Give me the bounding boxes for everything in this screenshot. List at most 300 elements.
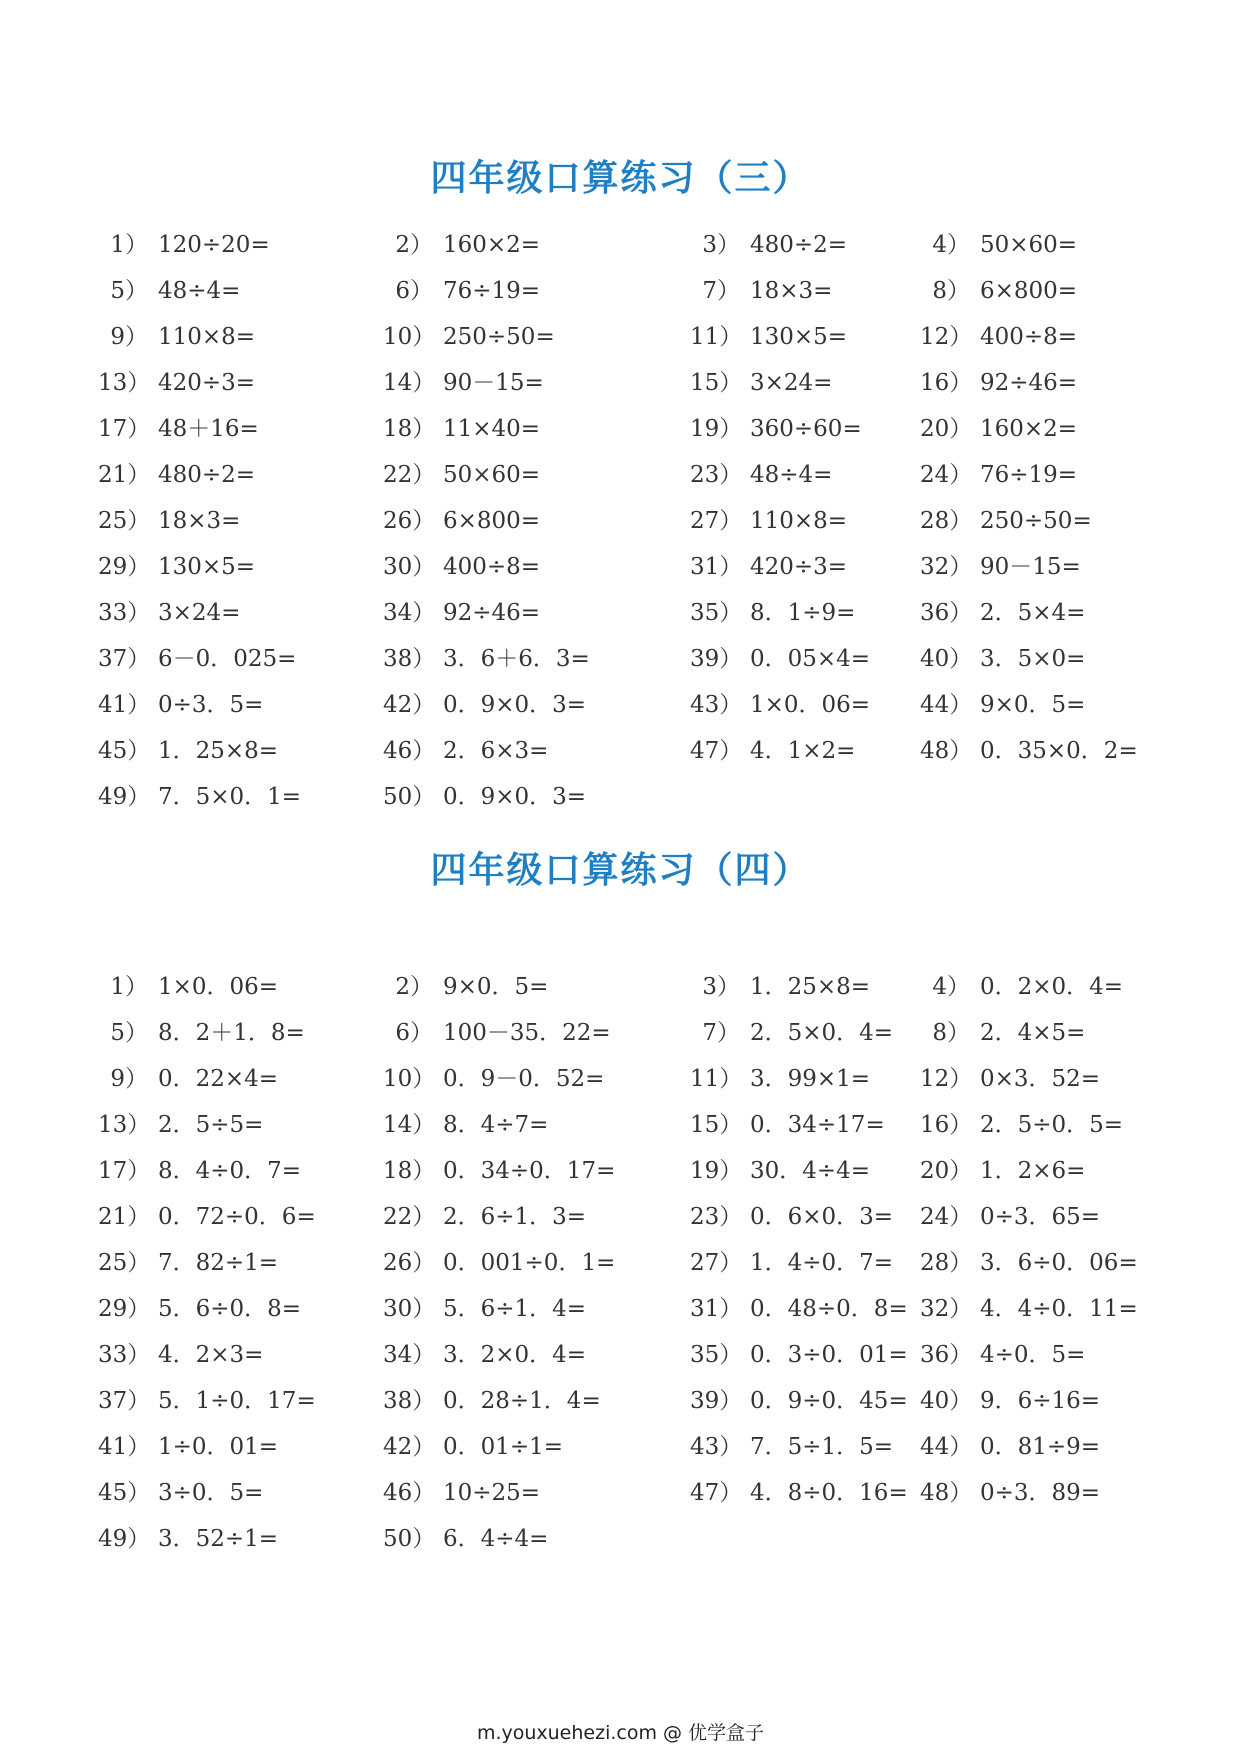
problem-item [920,972,1123,1002]
problem-expression: 7．82÷1= [158,1250,279,1276]
problem-row [0,1156,1241,1202]
problem-number: 44） [920,692,973,718]
problem-item [98,414,259,444]
problem-number: 35） [690,600,743,626]
problem-item [383,322,555,352]
problem-item [690,690,870,720]
problem-item [690,1386,908,1416]
problem-item [98,736,278,766]
problem-expression: 120÷20= [158,232,270,258]
problem-row [0,644,1241,690]
problem-row [0,1478,1241,1524]
problem-number: 46） [383,1480,436,1506]
problem-item [690,1202,893,1232]
problem-expression: 1．4÷0．7= [750,1250,894,1276]
problem-number: 9） [110,1066,148,1092]
problem-expression: 1×0．06= [750,692,871,718]
problem-item [98,1386,316,1416]
problem-number: 13） [98,370,151,396]
problem-item [98,322,255,352]
problem-item [98,1156,301,1186]
problem-item [98,506,240,536]
problem-expression: 0．6×0．3= [750,1204,894,1230]
problem-expression: 6×800= [443,508,541,534]
problem-number: 30） [383,1296,436,1322]
problem-expression: 76÷19= [443,278,541,304]
problem-expression: 50×60= [443,462,541,488]
problem-expression: 5．1÷0．17= [158,1388,316,1414]
problem-number: 45） [98,738,151,764]
problem-row [0,1110,1241,1156]
problem-item [383,736,548,766]
problem-number: 38） [383,646,436,672]
problem-number: 44） [920,1434,973,1460]
problem-expression: 0．34÷0．17= [443,1158,616,1184]
problem-expression: 9×0．5= [980,692,1086,718]
problem-item [383,1064,604,1094]
problem-expression: 0．9÷0．45= [750,1388,908,1414]
problem-item [920,368,1077,398]
problem-expression: 1．25×8= [158,738,279,764]
problem-expression: 420÷3= [158,370,256,396]
problem-number: 18） [383,416,436,442]
problem-number: 19） [690,416,743,442]
problem-row [0,230,1241,276]
problem-number: 32） [920,554,973,580]
problem-item [98,1202,316,1232]
problem-item [383,972,548,1002]
problem-item [98,1294,301,1324]
problem-item [920,1248,1138,1278]
problem-number: 46） [383,738,436,764]
problem-row [0,972,1241,1018]
problem-item [690,506,847,536]
problem-item [98,276,240,306]
problem-grid [0,230,1241,828]
problem-item [98,644,296,674]
problem-expression: 110×8= [750,508,848,534]
problem-number: 42） [383,1434,436,1460]
problem-expression: 11×40= [443,416,541,442]
problem-row [0,1386,1241,1432]
problem-item [383,1248,615,1278]
problem-expression: 130×5= [158,554,256,580]
problem-number: 20） [920,416,973,442]
problem-expression: 5．6÷1．4= [443,1296,587,1322]
problem-number: 38） [383,1388,436,1414]
problem-expression: 360÷60= [750,416,862,442]
problem-number: 15） [690,370,743,396]
problem-expression: 3．5×0= [980,646,1086,672]
problem-expression: 3．2×0．4= [443,1342,587,1368]
problem-item [690,1110,885,1140]
problem-number: 11） [690,1066,743,1092]
problem-number: 34） [383,600,436,626]
problem-number: 2） [395,974,433,1000]
problem-row [0,1018,1241,1064]
problem-expression: 1．2×6= [980,1158,1086,1184]
problem-item [98,598,240,628]
problem-number: 8） [932,278,970,304]
problem-item [690,1478,908,1508]
problem-number: 50） [383,1526,436,1552]
problem-item [98,1248,278,1278]
problem-expression: 0．72÷0．6= [158,1204,316,1230]
problem-number: 29） [98,1296,151,1322]
problem-item [98,460,255,490]
problem-expression: 110×8= [158,324,256,350]
problem-item [383,690,586,720]
problem-number: 24） [920,462,973,488]
problem-expression: 160×2= [980,416,1078,442]
problem-expression: 2．5×0．4= [750,1020,894,1046]
problem-item [383,1156,615,1186]
problem-expression: 0÷3．5= [158,692,264,718]
problem-item [98,230,270,260]
problem-item [690,598,855,628]
problem-number: 22） [383,1204,436,1230]
problem-expression: 0．28÷1．4= [443,1388,601,1414]
problem-row [0,1432,1241,1478]
problem-number: 36） [920,1342,973,1368]
problem-expression: 0．2×0．4= [980,974,1124,1000]
problem-expression: 160×2= [443,232,541,258]
problem-number: 31） [690,1296,743,1322]
problem-expression: 0．34÷17= [750,1112,885,1138]
problem-expression: 1×0．06= [158,974,279,1000]
problem-row [0,322,1241,368]
problem-item [383,1478,540,1508]
problem-number: 26） [383,508,436,534]
problem-expression: 480÷2= [750,232,848,258]
problem-item [383,782,586,812]
problem-item [98,782,301,812]
problem-number: 48） [920,738,973,764]
problem-expression: 2．4×5= [980,1020,1086,1046]
problem-number: 42） [383,692,436,718]
problem-row [0,1524,1241,1570]
problem-number: 1） [110,974,148,1000]
problem-number: 32） [920,1296,973,1322]
problem-item [383,1432,563,1462]
problem-number: 12） [920,1066,973,1092]
problem-expression: 0×3．52= [980,1066,1101,1092]
problem-item [690,552,847,582]
problem-number: 35） [690,1342,743,1368]
problem-expression: 10÷25= [443,1480,541,1506]
problem-item [383,1340,586,1370]
problem-item [383,1386,601,1416]
problem-row [0,552,1241,598]
problem-expression: 250÷50= [443,324,555,350]
problem-row [0,1248,1241,1294]
problem-expression: 9．6÷16= [980,1388,1101,1414]
problem-item [98,1478,263,1508]
problem-expression: 8．4÷7= [443,1112,549,1138]
problem-expression: 130×5= [750,324,848,350]
problem-number: 23） [690,1204,743,1230]
problem-item [920,230,1077,260]
problem-number: 34） [383,1342,436,1368]
problem-row [0,736,1241,782]
problem-item [920,414,1077,444]
problem-number: 7） [702,278,740,304]
problem-number: 28） [920,1250,973,1276]
problem-number: 15） [690,1112,743,1138]
problem-expression: 0．81÷9= [980,1434,1101,1460]
problem-item [383,1202,586,1232]
problem-expression: 2．6×3= [443,738,549,764]
problem-item [920,736,1138,766]
problem-item [383,460,540,490]
problem-expression: 4．8÷0．16= [750,1480,908,1506]
problem-item [98,1432,278,1462]
problem-expression: 0÷3．65= [980,1204,1101,1230]
problem-expression: 3×24= [158,600,241,626]
problem-number: 10） [383,324,436,350]
section-title: 四年级口算练习（四） [430,850,811,891]
problem-number: 6） [395,278,433,304]
problem-number: 39） [690,646,743,672]
problem-expression: 0．9－0．52= [443,1066,605,1092]
problem-item [690,1432,893,1462]
problem-number: 18） [383,1158,436,1184]
problem-expression: 420÷3= [750,554,848,580]
problem-item [690,414,862,444]
problem-item [920,1294,1138,1324]
problem-expression: 2．5×4= [980,600,1086,626]
problem-item [383,368,544,398]
problem-item [920,552,1081,582]
problem-item [383,552,540,582]
problem-expression: 100－35．22= [443,1020,611,1046]
problem-expression: 90－15= [443,370,544,396]
problem-row [0,368,1241,414]
problem-number: 39） [690,1388,743,1414]
problem-number: 2） [395,232,433,258]
problem-item [383,1524,548,1554]
problem-number: 14） [383,370,436,396]
problem-number: 8） [932,1020,970,1046]
problem-expression: 6×800= [980,278,1078,304]
problem-number: 6） [395,1020,433,1046]
problem-expression: 3．52÷1= [158,1526,279,1552]
problem-expression: 7．5×0．1= [158,784,302,810]
problem-item [690,644,870,674]
problem-expression: 400÷8= [980,324,1078,350]
problem-item [383,414,540,444]
problem-number: 1） [110,232,148,258]
problem-item [690,1064,870,1094]
problem-expression: 4÷0．5= [980,1342,1086,1368]
problem-expression: 6－0．025= [158,646,297,672]
problem-expression: 0．05×4= [750,646,871,672]
problem-number: 27） [690,1250,743,1276]
problem-expression: 30．4÷4= [750,1158,871,1184]
problem-expression: 4．4÷0．11= [980,1296,1138,1322]
problem-item [920,1202,1100,1232]
problem-number: 17） [98,1158,151,1184]
problem-item [690,322,847,352]
problem-expression: 48＋16= [158,416,259,442]
problem-number: 31） [690,554,743,580]
problem-item [920,276,1077,306]
problem-expression: 0．48÷0．8= [750,1296,908,1322]
problem-item [920,644,1085,674]
problem-expression: 3×24= [750,370,833,396]
problem-number: 30） [383,554,436,580]
problem-item [690,1156,870,1186]
problem-number: 16） [920,370,973,396]
problem-number: 9） [110,324,148,350]
problem-expression: 4．2×3= [158,1342,264,1368]
problem-number: 49） [98,784,151,810]
problem-number: 24） [920,1204,973,1230]
problem-expression: 48÷4= [158,278,241,304]
problem-row [0,1064,1241,1110]
problem-item [920,1340,1085,1370]
problem-item [98,1018,305,1048]
problem-expression: 5．6÷0．8= [158,1296,302,1322]
problem-number: 48） [920,1480,973,1506]
problem-expression: 2．6÷1．3= [443,1204,587,1230]
problem-item [383,276,540,306]
problem-number: 23） [690,462,743,488]
problem-expression: 0．9×0．3= [443,692,587,718]
problem-expression: 8．2＋1．8= [158,1020,305,1046]
problem-expression: 0．001÷0．1= [443,1250,616,1276]
problem-item [383,644,590,674]
problem-expression: 0．9×0．3= [443,784,587,810]
problem-number: 7） [702,1020,740,1046]
problem-number: 13） [98,1112,151,1138]
problem-item [690,1340,908,1370]
problem-item [98,1524,278,1554]
problem-expression: 400÷8= [443,554,541,580]
problem-item [920,1478,1100,1508]
problem-number: 25） [98,1250,151,1276]
problem-item [690,1248,893,1278]
problem-row [0,1294,1241,1340]
problem-number: 50） [383,784,436,810]
problem-expression: 250÷50= [980,508,1092,534]
problem-item [690,368,832,398]
problem-number: 3） [702,232,740,258]
problem-number: 16） [920,1112,973,1138]
problem-item [98,552,255,582]
problem-number: 11） [690,324,743,350]
section-title: 四年级口算练习（三） [430,158,811,199]
problem-expression: 0．01÷1= [443,1434,564,1460]
problem-number: 45） [98,1480,151,1506]
problem-item [383,1294,586,1324]
problem-item [690,1294,908,1324]
problem-expression: 3．99×1= [750,1066,871,1092]
problem-item [920,506,1092,536]
problem-number: 4） [932,232,970,258]
problem-number: 20） [920,1158,973,1184]
problem-row [0,690,1241,736]
problem-item [920,460,1077,490]
problem-number: 43） [690,692,743,718]
problem-row [0,1340,1241,1386]
problem-item [690,736,855,766]
problem-number: 37） [98,1388,151,1414]
problem-number: 40） [920,1388,973,1414]
problem-expression: 2．5÷0．5= [980,1112,1124,1138]
problem-number: 5） [110,278,148,304]
problem-number: 17） [98,416,151,442]
problem-item [383,1110,548,1140]
problem-row [0,506,1241,552]
problem-expression: 6．4÷4= [443,1526,549,1552]
problem-number: 19） [690,1158,743,1184]
problem-expression: 50×60= [980,232,1078,258]
problem-number: 49） [98,1526,151,1552]
problem-expression: 92÷46= [443,600,541,626]
problem-expression: 0．35×0．2= [980,738,1138,764]
problem-number: 33） [98,1342,151,1368]
problem-item [383,1018,611,1048]
problem-expression: 90－15= [980,554,1081,580]
problem-number: 21） [98,1204,151,1230]
problem-item [98,690,263,720]
problem-number: 47） [690,1480,743,1506]
problem-expression: 2．5÷5= [158,1112,264,1138]
problem-item [920,1018,1085,1048]
problem-number: 41） [98,1434,151,1460]
problem-item [383,230,540,260]
problem-item [98,368,255,398]
problem-number: 14） [383,1112,436,1138]
problem-item [920,322,1077,352]
problem-expression: 1．25×8= [750,974,871,1000]
problem-item [690,276,832,306]
problem-row [0,460,1241,506]
problem-number: 22） [383,462,436,488]
problem-item [98,1064,278,1094]
problem-expression: 76÷19= [980,462,1078,488]
problem-expression: 48÷4= [750,462,833,488]
problem-item [690,972,870,1002]
problem-number: 28） [920,508,973,534]
problem-number: 41） [98,692,151,718]
problem-number: 37） [98,646,151,672]
problem-expression: 0．3÷0．01= [750,1342,908,1368]
problem-row [0,276,1241,322]
problem-number: 40） [920,646,973,672]
problem-item [383,506,540,536]
problem-item [690,460,832,490]
problem-item [920,690,1085,720]
problem-item [920,1064,1100,1094]
problem-expression: 3．6＋6．3= [443,646,590,672]
problem-item [920,598,1085,628]
problem-expression: 1÷0．01= [158,1434,279,1460]
problem-expression: 4．1×2= [750,738,856,764]
problem-expression: 7．5÷1．5= [750,1434,894,1460]
problem-row [0,598,1241,644]
problem-item [690,230,847,260]
problem-number: 4） [932,974,970,1000]
problem-item [383,598,540,628]
problem-item [690,1018,893,1048]
problem-expression: 92÷46= [980,370,1078,396]
problem-number: 47） [690,738,743,764]
problem-number: 26） [383,1250,436,1276]
problem-item [920,1110,1123,1140]
problem-expression: 480÷2= [158,462,256,488]
